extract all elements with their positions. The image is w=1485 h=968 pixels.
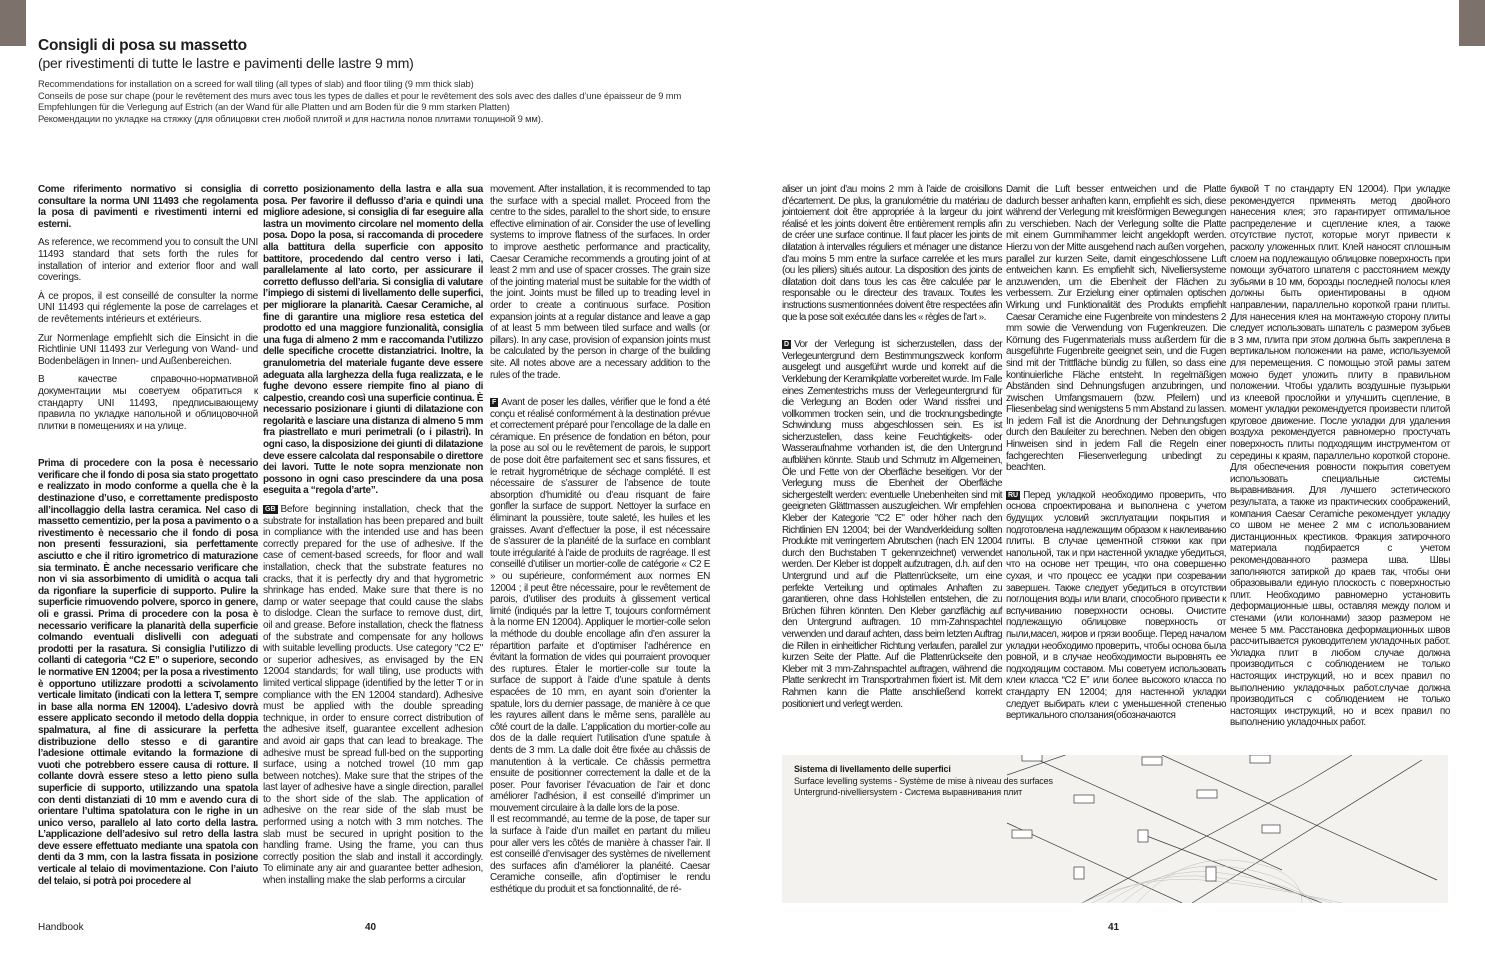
body-de-text: Vor der Verlegung ist sicherzustellen, dass der Verlegeuntergrund dem Bestimmungszweck konform ausgelegt und ausgeführt wurde und korrekt auf die Verklebung der Keramikplatte vorbereitet wurde. Im Falle eines Zementestrichs muss der Verlegeuntergrund für die Verlegung an Boden oder Wand rissfrei und vollkommen trocken sein, und die trocknungsbedingte Schwindung muss abgeschlossen sein. Es ist sicherzustellen, dass keine Feuchtigkeits- oder Wasseraufnahme vorhanden ist, die den Untergrund aufblähen könnte. Staub und Schmutz im Allgemeinen, Öle und Fette von der Oberfläche beseitigen. Vor der Verlegung muss die Ebenheit der Oberfläche sichergestellt werden: eventuelle Unebenheiten sind mit geeigneten Glättmassen auszugleichen. Wir empfehlen Kleber der Kategorie "C2 E" oder höher nach den Richtlinien EN 12004; bei der Wandverkleidung sollten Produkte mit verringertem Abrutschen (nach EN 12004 durch den Buchstaben T gekennzeichnet) verwendet werden. Der Kleber ist doppelt aufzutragen, d.h. auf den Untergrund und auf die Plattenrückseite, um eine perfekte Verteilung und optimales Anhaften zu garantieren, ohne dass Hohlstellen entstehen, die zu Brüchen führen könnten. Den Kleber ganzflächig auf den Untergrund auftragen. 10 mm-Zahnspachtel verwenden und darauf achten, dass beim letzten Auftrag die Rillen in einheitlicher Richtung verlaufen, parallel zur kurzen Seite der Platte. Auf die Plattenrückseite den Kleber mit 3 mm-Zahnspachtel auftragen, während die Platte senkrecht im Transportrahmen fixiert ist. Mit dem Rahmen kann die Platte anschließend korrekt positioniert und verlegt werden. — [782, 339, 1002, 710]
intro-en: As reference, we recommend you to consult the UNI 11493 standard that sets forth the rules for installation of interior and exterior floor and wall coverings. — [38, 237, 258, 284]
body-fr-part2: Il est recommandé, au terme de la pose, de taper sur la surface à l’aide d’un maillet en partant du milieu pour aller vers les côtés de manière à chasser l’air. Il est conseillé d’envisager des systèmes de nivellement des surfaces afin d’améliorer la planéité. Caesar Ceramiche conseille, afin d’optimiser le rendu esthétique du produit et sa fonctionnalité, de ré- — [490, 814, 710, 896]
figure-caption — [794, 764, 1053, 799]
column-6 — [1230, 184, 1450, 736]
intro-ru: В качестве справочно-нормативной документации мы советуем обратиться к стандарту UNI 11493, предписывающему правила по укладке напольной и облицовочной плитки в помещениях и на улице. — [38, 374, 258, 432]
translation-en: Recommendations for installation on a screed for wall tiling (all types of slab) and floor tiling (9 mm thick slab) — [38, 78, 474, 89]
body-de-part1 — [782, 339, 1002, 710]
body-it-part1: Prima di procedere con la posa è necessario verificare che il fondo di posa sia stato progettato e realizzato in modo conforme a quella che è la destinazione d’uso, e correttamente predisposto all’incollaggio della lastra ceramica. Nel caso di massetto cementizio, per la posa a pavimento o a rivestimento è necessario che il fondo di posa non presenti fessurazioni, sia perfettamente asciutto e che il ritiro igrometrico di maturazione sia terminato. È anche necessario verificare che non vi sia assorbimento di umidità o acqua tali da rigonfiare la superficie di supporto. Pulire la superficie rimuovendo polvere, sporco in genere, oli e grassi. Prima di procedere con la posa è necessario verificare la planarità della superficie colmando eventuali dislivelli con adeguati prodotti per la rasatura. Si consiglia l’utilizzo di collanti di categoria “C2 E” o superiore, secondo le normative EN 12004; per la posa a rivestimento è opportuno utilizzare prodotti a scivolamento verticale limitato (indicati con la lettera T, sempre in base alla norma EN 12004). L’adesivo dovrà essere applicato secondo il metodo della doppia spalmatura, al fine di assicurare la perfetta distribuzione dello stesso e di garantire l’adesione ottimale evitando la formazione di vuoti che potrebbero essere causa di rotture. Il collante dovrà essere steso a letto pieno sulla superficie di supporto, utilizzando una spatola con denti distanziati di 10 mm e avendo cura di orientare l’ultima spatolatura con le righe in un unico verso, parallelo al lato corto della lastra. L’applicazione dell’adesivo sul retro della lastra deve essere effettuato mediante una spatola con denti da 3 mm, con la lastra fissata in posizione verticale al telaio di movimentazione. Con l’aiuto del telaio, si potrà poi procedere al — [38, 458, 258, 887]
clip-icon — [1074, 795, 1094, 803]
joint-line — [1162, 755, 1437, 880]
language-badge-d: D — [784, 341, 790, 349]
intro-fr: À ce propos, il est conseillé de consulter la norme UNI 11493 qui réglemente la pose de carrelages et de revêtements intérieurs et extérieurs. — [38, 290, 258, 325]
joint-line — [1144, 835, 1322, 903]
page-subtitle: (per rivestimenti di tutte le lastre e pavimenti delle lastre 9 mm) — [38, 55, 414, 71]
column-1 — [38, 184, 258, 894]
joint-line — [1192, 760, 1422, 903]
page-number-left: 40 — [365, 922, 377, 933]
clip-icon — [1142, 757, 1162, 765]
joint-line — [1082, 785, 1302, 903]
figure-caption-line-2: Untergrund-nivelliersystem - Система выравнивания плит — [794, 787, 1023, 797]
translation-de: Empfehlungen für die Verlegung auf Estrich (an der Wand für alle Platten und am Boden für die 9 mm starken Platten) — [38, 101, 510, 113]
body-en-text: Before beginning installation, check that the substrate for installation has been prepared and built in compliance with the intended use and has been correctly prepared for the use of adhesive. If the case of cement-based screeds, for floor and wall installation, check that the substrate features no cracks, that it is perfectly dry and that hygrometric shrinkage has ended. Make sure that there is no damp or water seepage that could cause the slabs to dislodge. Clean the surface to remove dust, dirt, oil and grease. Before installation, check the flatness of the substrate and compensate for any hollows with suitable levelling products. Use category "C2 E" or superior adhesives, as envisaged by the EN 12004 standards; for wall tiling, use products with limited vertical slippage (identified by the letter T or in compliance with the EN 12004 standard). Adhesive must be applied with the double spreading technique, in order to ensure correct distribution of the adhesive itself, guarantee excellent adhesion and avoid air gaps that can lead to breakage. The adhesive must be spread full-bed on the supporting surface, using a notched trowel (10 mm gap between notches). Make sure that the stripes of the last layer of adhesive have a single direction, parallel to the short side of the slab. The application of adhesive on the rear side of the slab must be performed using a notch with 3 mm notches. The slab must be secured in upright position to the handling frame. Using the frame, you can thus correctly position the slab and install it accordingly. To eliminate any air and guarantee better adhesion, when installing make the slab performs a circular — [263, 504, 483, 887]
column-3 — [490, 184, 710, 903]
tile-texture — [1082, 860, 1342, 903]
body-ru-part1 — [1006, 490, 1226, 722]
body-en-part2: movement. After installation, it is recommended to tap the surface with a special mallet. Proceed from the centre to the sides, parallel to the short side, to ensure effective elimination of air. Consider the use of levelling systems to improve flatness of the surfaces. In order to improve aesthetic performance and practicality, Caesar Ceramiche recommends a grouting joint of at least 2 mm and use of spacer crosses. The grain size of the jointing material must be suitable for the width of the joint. Joints must be filled up to treading level in order to create a continuous surface. Position expansion joints at a regular distance and leave a gap of at least 5 mm between tiled surface and walls (or pillars). In any case, provision of expansion joints must be calculated by the person in charge of the building site. All notes above are a necessary addition to the rules of the trade. — [490, 184, 710, 381]
footer-label: Handbook — [38, 922, 84, 933]
clip-icon — [1022, 755, 1042, 761]
section-tab-left — [0, 0, 26, 46]
clip-icon — [1262, 825, 1280, 833]
body-en-part1 — [263, 504, 483, 887]
clip-icon — [1206, 867, 1216, 881]
clip-icon — [1197, 790, 1217, 798]
body-fr-text: Avant de poser les dalles, vérifier que le fond a été conçu et réalisé conformément à la destination prévue et correctement préparé pour l’encollage de la dalle en céramique. En présence de fondation en béton, pour la pose au sol ou le revêtement de parois, le support de pose doit être parfaitement sec et sans fissures, et le retrait hygrométrique de séchage complété. Il est nécessaire de s’assurer de l’absence de toute absorption d’humidité ou d’eau risquant de faire gonfler la surface de support. Nettoyer la surface en éliminant la poussière, toute saleté, les huiles et les graisses. Avant d’effectuer la pose, il est nécessaire de s’assurer de la planéité de la surface en comblant toute irrégularité à l’aide de produits de ragréage. Il est conseillé d’utiliser un mortier-colle de catégorie « C2 E » ou supérieure, conformément aux normes EN 12004 ; il peut être nécessaire, pour le revêtement de parois, d’utiliser des produits à glissement vertical limité (indiqués par la lettre T, toujours conformément à la norme EN 12004). Appliquer le mortier-colle selon la méthode du double encollage afin d’en assurer la répartition parfaite et d’optimiser l’adhérence en évitant la formation de vides qui pourraient provoquer des ruptures. Étaler le mortier-colle sur toute la surface de support à l’aide d’une spatule à dents espacées de 10 mm, en ayant soin d’orienter la spatule, lors du dernier passage, de manière à ce que les rayures aillent dans le même sens, parallèle au côté court de la dalle. L’application du mortier-colle au dos de la dalle requiert l’utilisation d’une spatule à dents de 3 mm. La dalle doit être fixée au châssis de manutention à la verticale. Ce châssis permettra ensuite de positionner correctement la dalle et de la poser. Pour favoriser l’évacuation de l’air et donc améliorer l’adhésion, il est conseillé d’imprimer un mouvement circulaire à la dalle lors de la pose. — [490, 397, 710, 814]
intro-de: Zur Normenlage empfiehlt sich die Einsicht in die Richtlinie UNI 11493 zur Verlegung von Wand- und Bodenbelägen in Innen- und Außenbereichen. — [38, 332, 258, 367]
intro-it: Come riferimento normativo si consiglia di consultare la norma UNI 11493 che regolamenta la posa di pavimenti e rivestimenti interni ed esterni. — [38, 184, 258, 230]
column-5 — [1006, 184, 1226, 729]
title-translations — [38, 78, 681, 124]
joint-line — [1027, 755, 1282, 870]
levelling-system-figure — [782, 755, 1448, 903]
clip-icon — [1012, 830, 1032, 838]
joint-line — [1007, 823, 1182, 903]
clip-icon — [1250, 755, 1270, 763]
column-2 — [263, 184, 483, 894]
joint-line — [1302, 755, 1352, 785]
page-title: Consigli di posa su massetto — [38, 37, 247, 54]
body-de-part2: Damit die Luft besser entweichen und die Platte dadurch besser anhaften kann, empfiehlt es sich, diese während der Verlegung mit kreisförmigen Bewegungen zu verschieben. Nach der Verlegung sollte die Platte mit einem Gummihammer leicht angeklopft werden. Hierzu von der Mitte ausgehend nach außen vorgehen, parallel zur kurzen Seite, damit eingeschlossene Luft entweichen kann. Es empfiehlt sich, Nivelliersysteme anzuwenden, um die Ebenheit der Flächen zu verbessern. Zur Erzielung einer optimalen optischen Wirkung und Funktionalität des Produkts empfiehlt Caesar Ceramiche eine Fugenbreite von mindestens 2 mm sowie die Verwendung von Fugenkreuzen. Die Körnung des Fugenmaterials muss außerdem für die ausgeführte Fugenbreite geeignet sein, und die Fugen sind mit der Trittfläche bündig zu füllen, so dass eine kontinuierliche Fläche entsteht. In regelmäßigen Abständen sind Dehnungsfugen anzubringen, und zwischen Umfangsmauern (bzw. Pfeilern) und Fliesenbelag sind wenigstens 5 mm Abstand zu lassen. In jedem Fall ist die Anordnung der Dehnungsfugen durch den Bauleiter zu berechnen. Neben den obigen Hinweisen sind in jedem Fall die Regeln einer fachgerechten Fliesenverlegung unbedingt zu beachten. — [1006, 184, 1226, 474]
language-badge-ru: RU — [1008, 491, 1019, 499]
clip-icon — [1138, 830, 1148, 842]
clip-icon — [1074, 867, 1084, 879]
body-it-part2: corretto posizionamento della lastra e alla sua posa. Per favorire il deflusso d’aria e quindi una migliore adesione, si consiglia di far eseguire alla lastra un movimento circolare nel momento della posa. Dopo la posa, si raccomanda di procedere alla battitura della superficie con apposito battitore, procedendo dal centro verso i lati, parallelamente al lato corto, per assicurare il corretto deflusso dell’aria. Si consiglia di valutare l’impiego di sistemi di livellamento delle superfici, per migliorare la planarità. Caesar Ceramiche, al fine di garantire una migliore resa estetica del prodotto ed una maggiore funzionalità, consiglia una fuga di almeno 2 mm e raccomanda l’utilizzo delle specifiche crocette distanziatrici. Inoltre, la granulometria del materiale fugante deve essere adeguata alla larghezza della fuga realizzata, e le fughe devono essere riempite fino al piano di calpestio, creando così una superficie continua. È necessario posizionare i giunti di dilatazione con regolarità e lasciare una distanza di almeno 5 mm fra piastrellato e muri perimetrali (o i pilastri). In ogni caso, la disposizione dei giunti di dilatazione deve essere calcolata dal responsabile o direttore dei lavori. Tutte le note sopra menzionate non possono in ogni caso prescindere da una posa eseguita a “regola d’arte”. — [263, 184, 483, 497]
section-tab-right — [1459, 0, 1485, 46]
body-ru-part2: буквой T по стандарту EN 12004). При укладке рекомендуется применять метод двойного нанесения клея; это гарантирует оптимальное распределение и сцепление клея, а также отсутствие пустот, которые могут привести к расколу уложенных плит. Клей наносят сплошным слоем на подлежащую облицовке поверхность при помощи зубчатого шпателя с расстоянием между зубьями в 10 мм, борозды последней полосы клея должны быть ориентированы в одном направлении, параллельно короткой грани плиты. Для нанесения клея на монтажную сторону плиты следует использовать шпатель с размером зубьев в 3 мм, плита при этом должна быть закреплена в вертикальном положении на раме, используемой для перемещения. С помощью этой рамы затем можно будет уложить плиту в правильном положении. Чтобы удалить воздушные пузырьки из клеевой прослойки и улучшить сцепление, в момент укладки рекомендуется произвести плитой круговое движение. После укладки для удаления воздуха рекомендуется равномерно простучать поверхность плиты подходящим инструментом от середины к краям, параллельно короткой стороне. Для обеспечения ровности покрытия советуем использовать специальные системы выравнивания. Для лучшего эстетического результата, а также из практических соображений, компания Caesar Ceramiche рекомендует укладку со швом не менее 2 мм с использованием дистанционных крестиков. Фракция затирочного материала подбирается с учетом рекомендованного размера шва. Швы заполняются затиркой до краев так, чтобы они образовывали единую плоскость с поверхностью плит. Необходимо равномерно установить деформационные швы, оставляя между полом и стенами (или колоннами) зазор размером не менее 5 мм. Расстановка деформационных швов рассчитывается руководителем укладочных работ. Укладка плит в любом случае должна производиться с соблюдением не только настоящих инструкций, но и всех правил по выполнению укладочных работ.случае должна производиться с соблюдением не только настоящих инструкций, но и всех правил по выполнению укладочных работ. — [1230, 184, 1450, 729]
translation-ru: Рекомендации по укладке на стяжку (для облицовки стен любой плитой и для настила полов плитами толщиной 9 мм). — [38, 112, 544, 124]
translation-fr: Conseils de pose sur chape (pour le revêtement des murs avec tous les types de dalles et pour le revêtement des sols avec des dalles d’une épaisseur de 9 mm — [38, 89, 682, 101]
body-fr-part3: aliser un joint d’au moins 2 mm à l’aide de croisillons d’écartement. De plus, la granulométrie du matériau de jointoiement doit être appropriée à la largeur du joint réalisé et les joints doivent être entièrement remplis afin de créer une surface continue. Il faut placer les joints de dilatation à intervalles réguliers et ménager une distance d’au moins 5 mm entre la surface carrelée et les murs (ou les piliers) situés autour. La disposition des joints de dilatation doit dans tous les cas être calculée par le responsable ou le directeur des travaux. Toutes les instructions susmentionnées doivent être respectées afin que la pose soit exécutée dans les « règles de l’art ». — [782, 184, 1002, 323]
figure-caption-line-1: Surface levelling systems - Système de mise à niveau des surfaces — [794, 775, 1053, 786]
figure-title: Sistema di livellamento delle superfici — [794, 764, 951, 774]
column-4 — [782, 184, 1002, 717]
language-badge-f: F — [492, 399, 497, 407]
body-fr-part1 — [490, 397, 710, 814]
page-number-right: 41 — [1108, 922, 1120, 933]
body-ru-text: Перед укладкой необходимо проверить, что основа спроектирована и выполнена с учетом будущих условий эксплуатации покрытия и подготовлена надлежащим образом к наклеиванию плиты. В случае цементной стяжки как при напольной, так и при настенной укладке убедиться, что на основе нет трещин, что она совершенно сухая, и что процесс ее усадки при созревании завершен. Также следует убедиться в отсутствии поглощения воды или влаги, способного привести к вспучиванию поверхности основы. Очистите подлежащую облицовке поверхность от пыли,масел, жиров и грязи вообще. Перед началом укладки необходимо проверить, чтобы основа была ровной, и в случае необходимости выровнять ее подходящим составом. Мы советуем использовать клеи класса “C2 E” или более высокого класса по стандарту EN 12004; для настенной укладки следует выбирать клеи с уменьшенной степенью вертикального сползания(обозначаются — [1006, 489, 1226, 722]
language-badge-gb: GB — [265, 506, 276, 514]
